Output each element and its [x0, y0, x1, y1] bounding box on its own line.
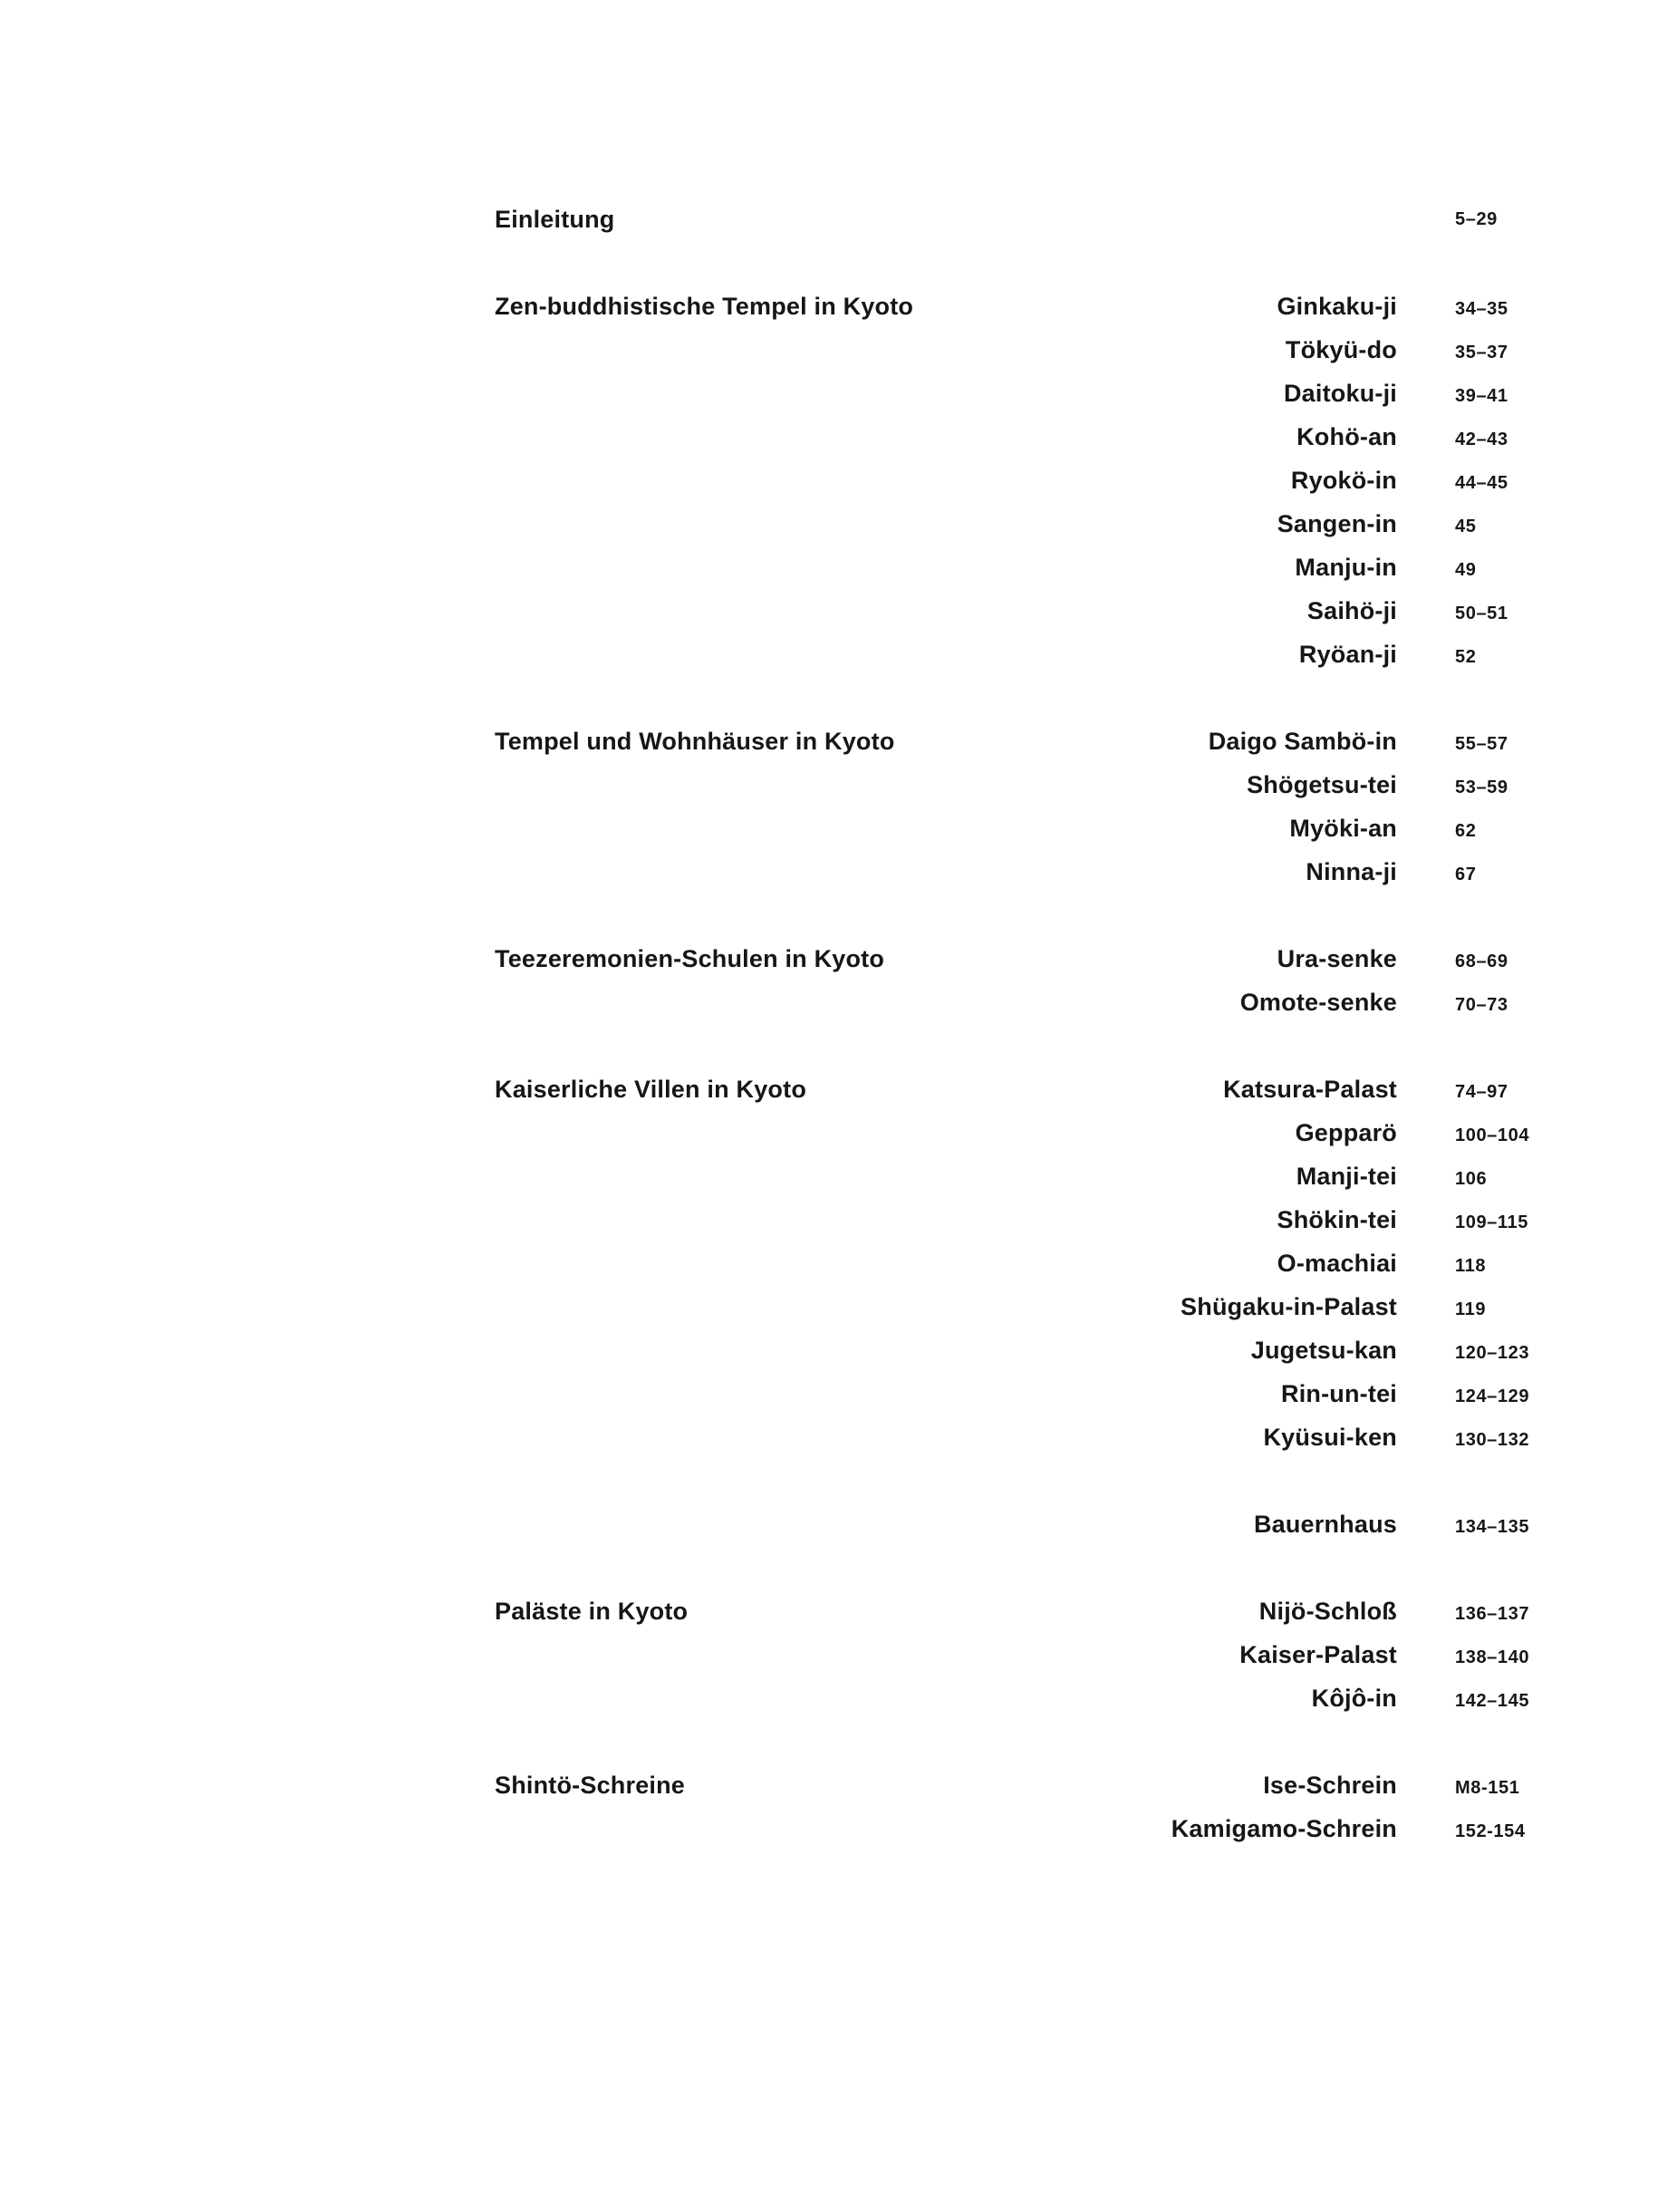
toc-entry: [495, 459, 1595, 502]
toc-entry: [495, 415, 1595, 459]
entry-pages: 62: [1455, 821, 1477, 841]
section-entries: [495, 285, 1595, 676]
entry-name: Gepparö: [1295, 1119, 1397, 1146]
entry-name: Myöki-an: [1289, 815, 1397, 842]
entry-name: Kamigamo-Schrein: [1171, 1815, 1397, 1842]
entry-name: Kôjô-in: [1311, 1685, 1397, 1712]
entry-name: Ryöan-ji: [1298, 641, 1397, 668]
entry-pages: 119: [1455, 1299, 1487, 1319]
toc-section-einleitung: [495, 198, 1595, 241]
section-title: Einleitung: [495, 206, 615, 233]
entry-pages: 142–145: [1455, 1691, 1530, 1711]
entry-pages: 39–41: [1455, 386, 1508, 406]
toc-entry: [495, 1285, 1595, 1328]
entry-name: Shügaku-in-Palast: [1181, 1293, 1397, 1320]
toc-section-teezeremonien-schulen: [495, 937, 1595, 1024]
toc-entry: [495, 589, 1595, 633]
entry-name: Ise-Schrein: [1263, 1772, 1397, 1799]
entry-pages: 70–73: [1455, 995, 1508, 1015]
entry-name: Daitoku-ji: [1283, 380, 1397, 407]
section-entries: [495, 198, 1595, 241]
toc-entry: [495, 1154, 1595, 1198]
entry-name: Ryokö-in: [1290, 467, 1397, 494]
toc-entry: [495, 1415, 1595, 1459]
entry-pages: 55–57: [1455, 734, 1508, 754]
section-title: Zen-buddhistische Tempel in Kyoto: [495, 293, 914, 320]
entry-name: Katsura-Palast: [1223, 1076, 1397, 1103]
entry-pages: 100–104: [1455, 1125, 1530, 1145]
section-title: Tempel und Wohnhäuser in Kyoto: [495, 728, 895, 755]
toc-entry: [495, 763, 1595, 807]
toc-section-kaiserliche-villen: [495, 1067, 1595, 1459]
entry-pages: 68–69: [1455, 951, 1508, 971]
entry-pages: 106: [1455, 1169, 1488, 1189]
entry-name: Bauernhaus: [1253, 1511, 1397, 1538]
entry-pages: 44–45: [1455, 473, 1508, 493]
section-title: Kaiserliche Villen in Kyoto: [495, 1076, 807, 1103]
toc-section-zen-tempel: [495, 285, 1595, 676]
toc-entry: [495, 980, 1595, 1024]
entry-name: Ginkaku-ji: [1277, 293, 1397, 320]
entry-pages: 45: [1455, 517, 1477, 536]
toc-entry: [495, 1111, 1595, 1154]
entry-pages: 109–115: [1455, 1212, 1528, 1232]
table-of-contents: [495, 198, 1595, 1894]
entry-name: Manji-tei: [1296, 1163, 1397, 1190]
entry-name: Tökyü-do: [1285, 336, 1397, 363]
entry-name: Shökin-tei: [1277, 1206, 1397, 1233]
toc-entry: [495, 807, 1595, 850]
entry-pages: 124–129: [1455, 1386, 1530, 1406]
toc-entry: [495, 1633, 1595, 1676]
toc-entry: [495, 328, 1595, 372]
entry-name: Ura-senke: [1277, 945, 1397, 972]
entry-pages: 134–135: [1455, 1517, 1530, 1537]
toc-section-bauernhaus: [495, 1502, 1595, 1546]
entry-name: O-machiai: [1277, 1250, 1397, 1277]
entry-pages: 74–97: [1455, 1082, 1508, 1102]
entry-name: Daigo Sambö-in: [1208, 728, 1397, 755]
entry-pages: 49: [1455, 560, 1477, 580]
toc-entry: [495, 850, 1595, 893]
toc-entry: [495, 1241, 1595, 1285]
toc-entry: [495, 1502, 1595, 1546]
entry-name: Manju-in: [1295, 554, 1397, 581]
toc-section-palaeste: [495, 1589, 1595, 1720]
section-entries: [495, 1502, 1595, 1546]
entry-pages: 53–59: [1455, 778, 1508, 797]
entry-pages: 42–43: [1455, 430, 1508, 449]
entry-name: Rin-un-tei: [1281, 1380, 1397, 1407]
section-entries: [495, 1067, 1595, 1459]
section-title: Teezeremonien-Schulen in Kyoto: [495, 945, 885, 972]
entry-pages: 52: [1455, 647, 1477, 667]
toc-entry: [495, 1372, 1595, 1415]
entry-name: Kyüsui-ken: [1263, 1424, 1397, 1451]
entry-pages: 5–29: [1455, 209, 1498, 229]
entry-name: Kaiser-Palast: [1239, 1641, 1397, 1668]
toc-entry: [495, 502, 1595, 546]
toc-entry: [495, 1676, 1595, 1720]
entry-pages: 152-154: [1455, 1821, 1526, 1841]
entry-pages: M8-151: [1455, 1778, 1520, 1798]
entry-pages: 50–51: [1455, 604, 1508, 623]
entry-pages: 67: [1455, 865, 1477, 884]
entry-name: Jugetsu-kan: [1250, 1337, 1397, 1364]
entry-pages: 130–132: [1455, 1430, 1530, 1450]
toc-entry: [495, 633, 1595, 676]
entry-pages: 35–37: [1455, 343, 1508, 362]
toc-entry: [495, 1807, 1595, 1850]
entry-pages: 120–123: [1455, 1343, 1530, 1363]
toc-entry: [495, 1198, 1595, 1241]
toc-entry: [495, 372, 1595, 415]
entry-pages: 34–35: [1455, 299, 1508, 319]
entry-name: Nijö-Schloß: [1258, 1598, 1397, 1625]
entry-pages: 118: [1455, 1256, 1487, 1276]
entry-name: Omote-senke: [1239, 989, 1397, 1016]
entry-name: Sangen-in: [1277, 510, 1397, 537]
toc-entry: [495, 546, 1595, 589]
entry-pages: 136–137: [1455, 1604, 1530, 1624]
toc-section-shinto-schreine: [495, 1763, 1595, 1850]
entry-pages: 138–140: [1455, 1647, 1530, 1667]
entry-name: Ninna-ji: [1306, 858, 1397, 885]
toc-section-tempel-wohnhaeuser: [495, 720, 1595, 893]
entry-name: Saihö-ji: [1306, 597, 1397, 624]
toc-entry: [495, 1328, 1595, 1372]
toc-entry: [495, 198, 1595, 241]
section-title: Shintö-Schreine: [495, 1772, 686, 1799]
entry-name: Shögetsu-tei: [1247, 771, 1397, 798]
section-title: Paläste in Kyoto: [495, 1598, 689, 1625]
entry-name: Kohö-an: [1296, 423, 1397, 450]
